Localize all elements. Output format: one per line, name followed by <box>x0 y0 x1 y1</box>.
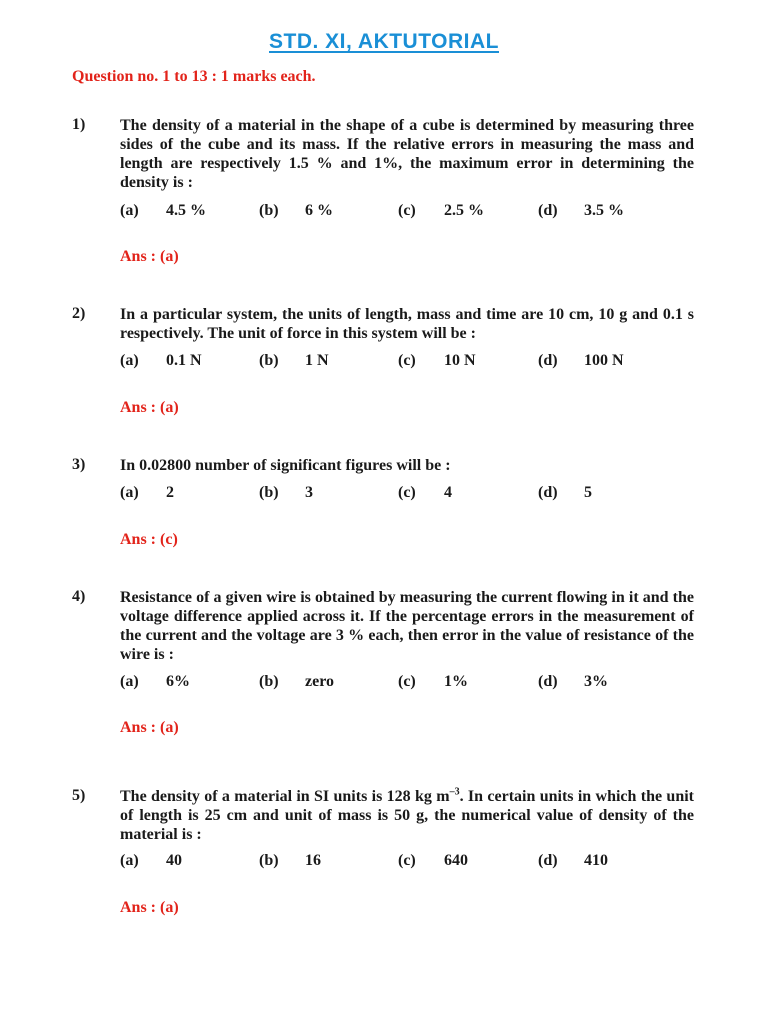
page-title-text: STD. XI, AKTUTORIAL <box>269 30 499 53</box>
option-value: 1 N <box>305 352 329 369</box>
option-value: 0.1 N <box>166 352 202 369</box>
option-label: (b) <box>259 484 279 501</box>
option-label: (d) <box>538 202 558 219</box>
option-value: 3% <box>584 673 608 690</box>
option-label: (a) <box>120 352 139 369</box>
question-text: In a particular system, the units of length, mass and time are 10 cm, 10 g and 0.1 s respectively. The unit of force in this system will be : <box>120 306 694 342</box>
option-label: (b) <box>259 202 279 219</box>
option-label: (a) <box>120 484 139 501</box>
option-value: 6% <box>166 673 190 690</box>
question-text-part: . In certain units in which the unit of length is 25 cm and unit of mass is 50 g, the numerical value of density of the material is : <box>120 788 695 843</box>
question-text: The density of a material in the shape of a cube is determined by measuring three sides of the cube and its mass. If the relative errors in measuring the mass and length are respectively 1.5 % and 1%, the maximum error in determining the density is : <box>120 117 694 191</box>
option-value: 6 % <box>305 202 333 219</box>
option-value: 4 <box>444 484 452 501</box>
options-row <box>120 673 700 693</box>
question-number: 4) <box>72 588 86 605</box>
option-value: 4.5 % <box>166 202 206 219</box>
option-label: (b) <box>259 673 279 690</box>
option-label: (c) <box>398 352 416 369</box>
question-text <box>120 787 694 844</box>
option-label: (a) <box>120 852 139 869</box>
option-label: (d) <box>538 352 558 369</box>
question-number: 1) <box>72 116 86 133</box>
option-value: 100 N <box>584 352 624 369</box>
options-row <box>120 352 700 372</box>
option-value: 10 N <box>444 352 476 369</box>
option-value: 2 <box>166 484 174 501</box>
option-value: 1% <box>444 673 468 690</box>
answer: Ans : (a) <box>120 719 179 736</box>
option-value: 3 <box>305 484 313 501</box>
option-label: (d) <box>538 673 558 690</box>
option-value: 2.5 % <box>444 202 484 219</box>
option-value: 3.5 % <box>584 202 624 219</box>
option-label: (c) <box>398 673 416 690</box>
option-value: 40 <box>166 852 182 869</box>
question-number: 2) <box>72 305 86 322</box>
option-label: (a) <box>120 202 139 219</box>
question-number: 5) <box>72 787 86 804</box>
options-row <box>120 202 700 222</box>
option-label: (c) <box>398 202 416 219</box>
page-title <box>0 30 768 54</box>
answer: Ans : (a) <box>120 248 179 265</box>
answer: Ans : (a) <box>120 399 179 416</box>
option-label: (b) <box>259 852 279 869</box>
question-text: Resistance of a given wire is obtained by measuring the current flowing in it and the voltage difference applied across it. If the percentage errors in the measurement of the current and the voltage are 3 % each, then error in the value of resistance of the wire is : <box>120 589 694 663</box>
option-label: (c) <box>398 852 416 869</box>
answer: Ans : (c) <box>120 531 178 548</box>
option-value: 16 <box>305 852 321 869</box>
option-value: 5 <box>584 484 592 501</box>
options-row <box>120 484 700 504</box>
option-label: (b) <box>259 352 279 369</box>
option-value: 640 <box>444 852 468 869</box>
option-label: (c) <box>398 484 416 501</box>
question-number: 3) <box>72 456 86 473</box>
option-label: (d) <box>538 484 558 501</box>
marks-note: Question no. 1 to 13 : 1 marks each. <box>72 68 316 85</box>
answer: Ans : (a) <box>120 899 179 916</box>
options-row <box>120 852 700 872</box>
question-text: In 0.02800 number of significant figures will be : <box>120 457 451 474</box>
exponent: –3 <box>449 786 460 798</box>
option-label: (a) <box>120 673 139 690</box>
option-value: 410 <box>584 852 608 869</box>
option-value: zero <box>305 673 335 690</box>
question-text-part: The density of a material in SI units is 128 kg m <box>120 788 450 805</box>
option-label: (d) <box>538 852 558 869</box>
